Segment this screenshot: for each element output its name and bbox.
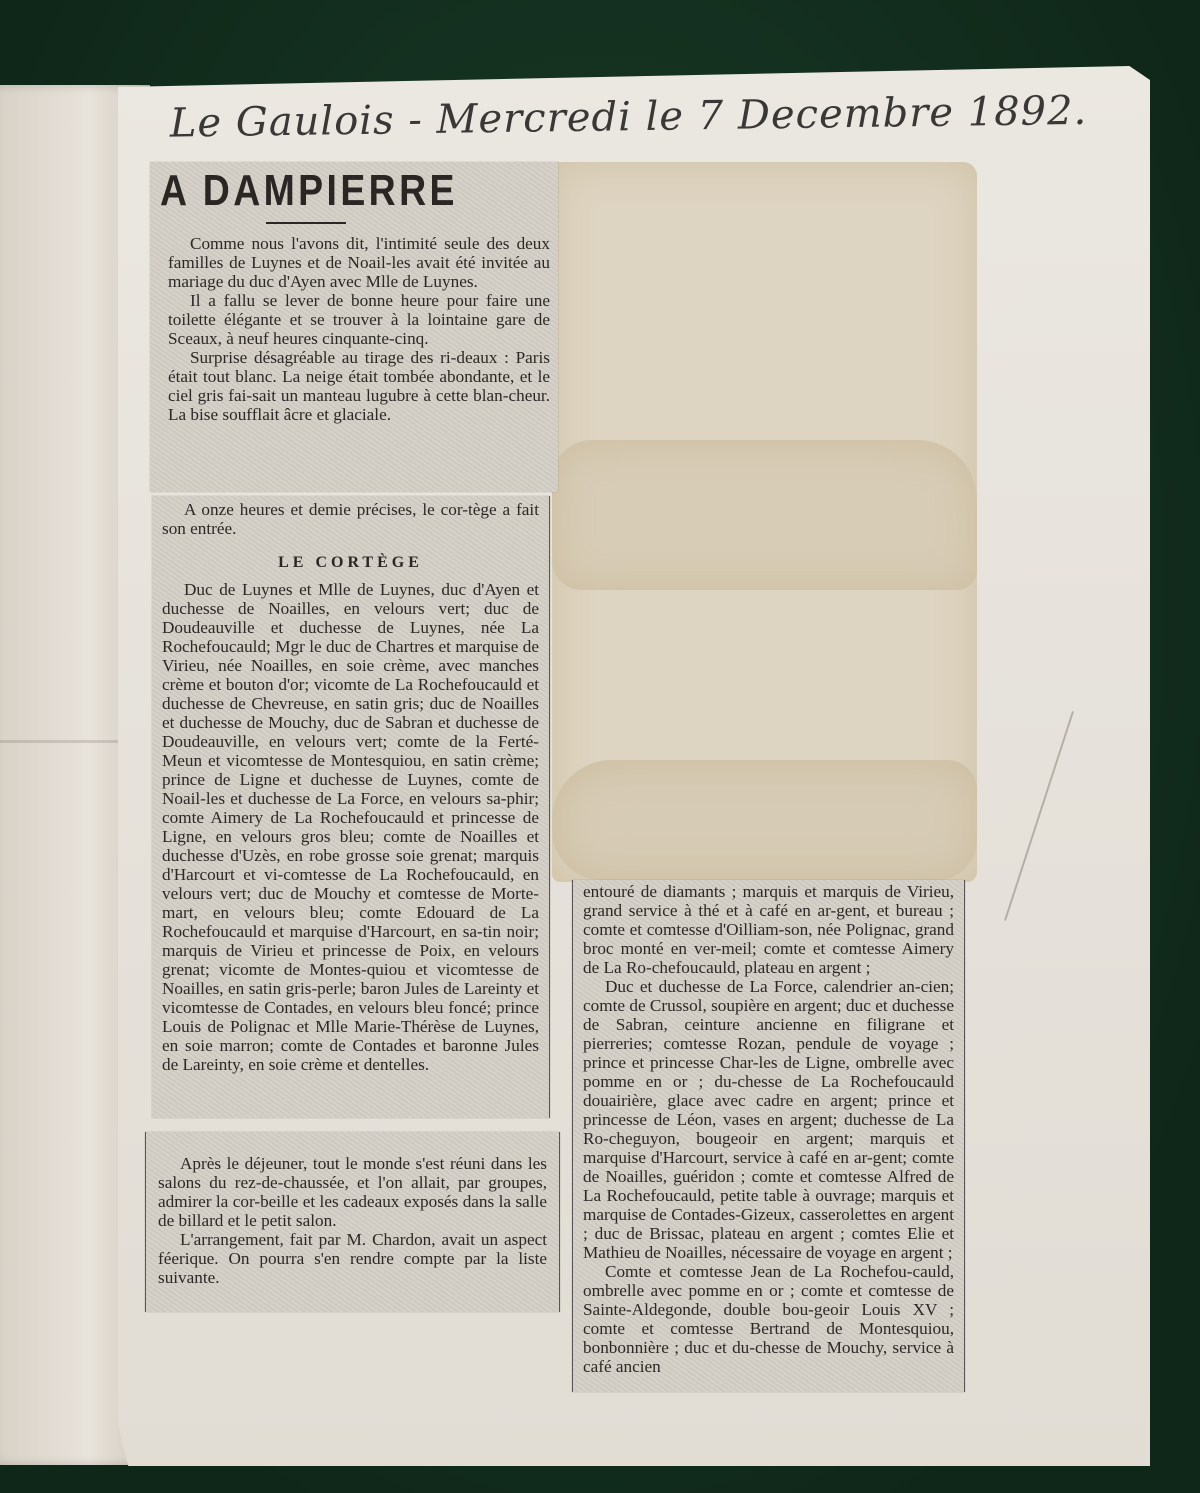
clipping-gifts-list [572, 880, 965, 1392]
glue-stain-band [552, 760, 977, 880]
gifts-paragraph: Duc et duchesse de La Force, calendrier an-cien; comte de Crussol, soupière en argent; duc et duchesse de Sabran, ceinture ancienne en filigrane et pierreries; comtesse Rozan, pendule de voyage ; prince et princesse Char-les de Ligne, ombrelle avec pomme en or ; du-chesse de La Rochefoucauld douairière, glace avec cadre en argent; prince et princesse de Léon, vases en argent; duchesse de La Ro-cheguyon, bougeoir en argent; marquis et marquise d'Harcourt, service à café en ar-gent; comte de Noailles, guéridon ; comte et comtesse Alfred de La Rochefoucauld, petite table à ouvrage; marquis et marquise de Contades-Gizeux, casserolettes en argent ; duc de Brissac, plateau en argent ; comtes Elie et Mathieu de Noailles, nécessaire de voyage en argent ; [583, 977, 954, 1262]
gifts-paragraph: entouré de diamants ; marquis et marquis de Virieu, grand service à thé et à café en ar-gent, et bureau ; comte et comtesse d'Oilliam-son, née Polignac, grand broc monté en ver-meil; comte et comtesse Aimery de La Ro-chefoucauld, plateau en argent ; [583, 882, 954, 977]
glue-stain-band [552, 440, 977, 590]
intro-paragraph: Il a fallu se lever de bonne heure pour faire une toilette élégante et se trouver à la lointaine gare de Sceaux, à neuf heures cinquante-cinq. [168, 291, 550, 348]
after-lunch-paragraph: Après le déjeuner, tout le monde s'est réuni dans les salons du rez-de-chaussée, et l'on allait, par groupes, admirer la cor-beille et les cadeaux exposés dans la salle de billard et le petit salon. [158, 1154, 547, 1230]
gifts-paragraph: Comte et comtesse Jean de La Rochefou-cauld, ombrelle avec pomme en or ; comte et comtesse de Sainte-Aldegonde, double bou-geoir Louis XV ; comte et comtesse Bertrand de Montesquiou, bonbonnière ; duc et du-chesse de Mouchy, service à café ancien [583, 1262, 954, 1376]
article-headline: A DAMPIERRE [160, 166, 458, 215]
clipping-headline [150, 162, 558, 492]
after-lunch-paragraph: L'arrangement, fait par M. Chardon, avait un aspect féerique. On pourra s'en rendre compte par la liste suivante. [158, 1230, 547, 1287]
clipping-after-lunch [145, 1132, 560, 1312]
clipping-cortege [152, 496, 550, 1118]
intro-paragraph: Comme nous l'avons dit, l'intimité seule des deux familles de Luynes et de Noail-les avait été invitée au mariage du duc d'Ayen avec Mlle de Luynes. [168, 234, 550, 291]
entrance-paragraph: A onze heures et demie précises, le cor-tège a fait son entrée. [162, 500, 539, 538]
paper-tear [1004, 711, 1074, 921]
cortege-list: Duc de Luynes et Mlle de Luynes, duc d'Ayen et duchesse de Noailles, en velours vert; duc de Doudeauville et duchesse de Luynes, née La Rochefoucauld; Mgr le duc de Chartres et marquise de Virieu, née Noailles, en soie crème, avec manches crème et bouton d'or; vicomte de La Rochefoucauld et duchesse de Chevreuse, en satin gris; duc de Noailles et duchesse de Mouchy, duc de Sabran et duchesse de Doudeauville, en velours vert; comte de la Ferté-Meun et vicomtesse de Montesquiou, en satin crème; prince de Ligne et duchesse de Luynes, comte de Noail-les et duchesse de La Force, en velours sa-phir; comte Aimery de La Rochefoucauld et princesse de Ligne, en velours gros bleu; comte de Noailles et duchesse d'Uzès, en robe grosse soie grenat; marquis d'Harcourt et vi-comtesse de La Rochefoucauld, en velours vert; duc de Mouchy et comtesse de Morte-mart, en velours bleu; comte Edouard de La Rochefoucauld et marquise d'Harcourt, en sa-tin noir; marquis de Virieu et princesse de Poix, en velours grenat; vicomte de Montes-quiou et vicomtesse de Noailles, en satin gris-perle; baron Jules de Lareinty et vicomtesse de Contades, en velours bleu foncé; prince Louis de Polignac et Mlle Marie-Thérèse de Luynes, en soie marron; comte de Contades et baronne Jules de Lareinty, en soie crème et dentelles. [162, 580, 539, 1074]
intro-paragraph: Surprise désagréable au tirage des ri-deaux : Paris était tout blanc. La neige était tombée abondante, et le ciel gris fai-sait un manteau lugubre à cette blan-cheur. La bise soufflait âcre et glaciale. [168, 348, 550, 424]
handwritten-header: Le Gaulois - Mercredi le 7 Decembre 1892. [169, 87, 1088, 147]
headline-rule [266, 222, 346, 224]
section-title-cortege: LE CORTÈGE [278, 554, 423, 571]
